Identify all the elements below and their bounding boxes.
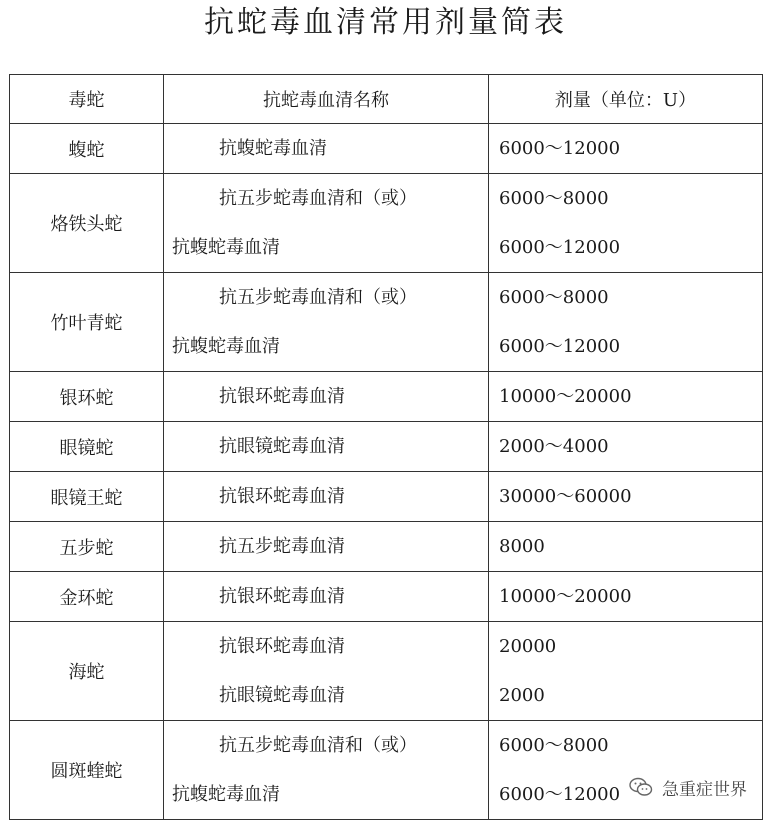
serum-name: 抗眼镜蛇毒血清	[219, 436, 345, 457]
table-row	[10, 572, 763, 622]
antivenom-dose-table	[9, 74, 763, 820]
dose-cell	[489, 273, 763, 372]
dose-value: 10000～20000	[499, 586, 632, 607]
table-title: 抗蛇毒血清常用剂量简表	[204, 5, 567, 40]
serum-name-cell	[164, 472, 489, 522]
snake-name-cell: 眼镜王蛇	[10, 472, 164, 522]
serum-name-cell	[164, 572, 489, 622]
dose-cell	[489, 522, 763, 572]
dose-value: 2000	[499, 685, 545, 706]
snake-name-cell: 烙铁头蛇	[10, 174, 164, 273]
serum-name-cell	[164, 174, 489, 273]
serum-name: 抗眼镜蛇毒血清	[219, 685, 345, 706]
header-snake: 毒蛇	[10, 75, 164, 124]
serum-name: 抗蝮蛇毒血清	[219, 138, 327, 159]
snake-name-cell: 眼镜蛇	[10, 422, 164, 472]
table-header-row	[10, 75, 763, 124]
snake-name-cell: 海蛇	[10, 622, 164, 721]
serum-name: 抗五步蛇毒血清和（或）	[219, 735, 417, 756]
wechat-logo-icon	[628, 774, 654, 800]
snake-name-cell: 金环蛇	[10, 572, 164, 622]
dose-value: 8000	[499, 536, 545, 557]
snake-name-cell: 蝮蛇	[10, 124, 164, 174]
watermark-text: 急重症世界	[662, 779, 747, 800]
dose-value: 6000～12000	[499, 784, 621, 805]
serum-name: 抗蝮蛇毒血清	[172, 784, 280, 805]
snake-name-cell: 圆斑蝰蛇	[10, 721, 164, 820]
header-serum-name: 抗蛇毒血清名称	[164, 75, 489, 124]
serum-name-cell	[164, 721, 489, 820]
dose-value: 30000～60000	[499, 486, 632, 507]
snake-name-cell: 竹叶青蛇	[10, 273, 164, 372]
dose-value: 20000	[499, 636, 557, 657]
dose-cell	[489, 472, 763, 522]
snake-name-cell: 五步蛇	[10, 522, 164, 572]
serum-name: 抗银环蛇毒血清	[219, 486, 345, 507]
serum-name: 抗五步蛇毒血清	[219, 536, 345, 557]
snake-name-cell: 银环蛇	[10, 372, 164, 422]
dose-cell	[489, 124, 763, 174]
serum-name-cell	[164, 522, 489, 572]
serum-name: 抗银环蛇毒血清	[219, 586, 345, 607]
serum-name-cell	[164, 273, 489, 372]
dose-value: 10000～20000	[499, 386, 632, 407]
dose-value: 6000～12000	[499, 237, 621, 258]
table-row	[10, 622, 763, 721]
dose-cell	[489, 174, 763, 273]
watermark	[628, 774, 747, 800]
serum-name-cell	[164, 124, 489, 174]
table-row	[10, 124, 763, 174]
dose-cell	[489, 622, 763, 721]
serum-name: 抗五步蛇毒血清和（或）	[219, 287, 417, 308]
dose-cell	[489, 721, 763, 820]
dose-value: 6000～12000	[499, 138, 621, 159]
table-row	[10, 422, 763, 472]
table-row	[10, 273, 763, 372]
dose-cell	[489, 572, 763, 622]
table-row	[10, 174, 763, 273]
serum-name: 抗银环蛇毒血清	[219, 386, 345, 407]
dose-value: 6000～8000	[499, 188, 609, 209]
serum-name-cell	[164, 372, 489, 422]
dose-cell	[489, 372, 763, 422]
dose-cell	[489, 422, 763, 472]
table-row	[10, 372, 763, 422]
serum-name: 抗五步蛇毒血清和（或）	[219, 188, 417, 209]
serum-name-cell	[164, 422, 489, 472]
dose-value: 2000～4000	[499, 436, 609, 457]
serum-name: 抗蝮蛇毒血清	[172, 237, 280, 258]
dose-value: 6000～8000	[499, 735, 609, 756]
table-row	[10, 721, 763, 820]
header-dose: 剂量（单位：U）	[489, 75, 763, 124]
serum-name-cell	[164, 622, 489, 721]
serum-name: 抗银环蛇毒血清	[219, 636, 345, 657]
table-row	[10, 472, 763, 522]
dose-value: 6000～12000	[499, 336, 621, 357]
table-row	[10, 522, 763, 572]
serum-name: 抗蝮蛇毒血清	[172, 336, 280, 357]
dose-value: 6000～8000	[499, 287, 609, 308]
